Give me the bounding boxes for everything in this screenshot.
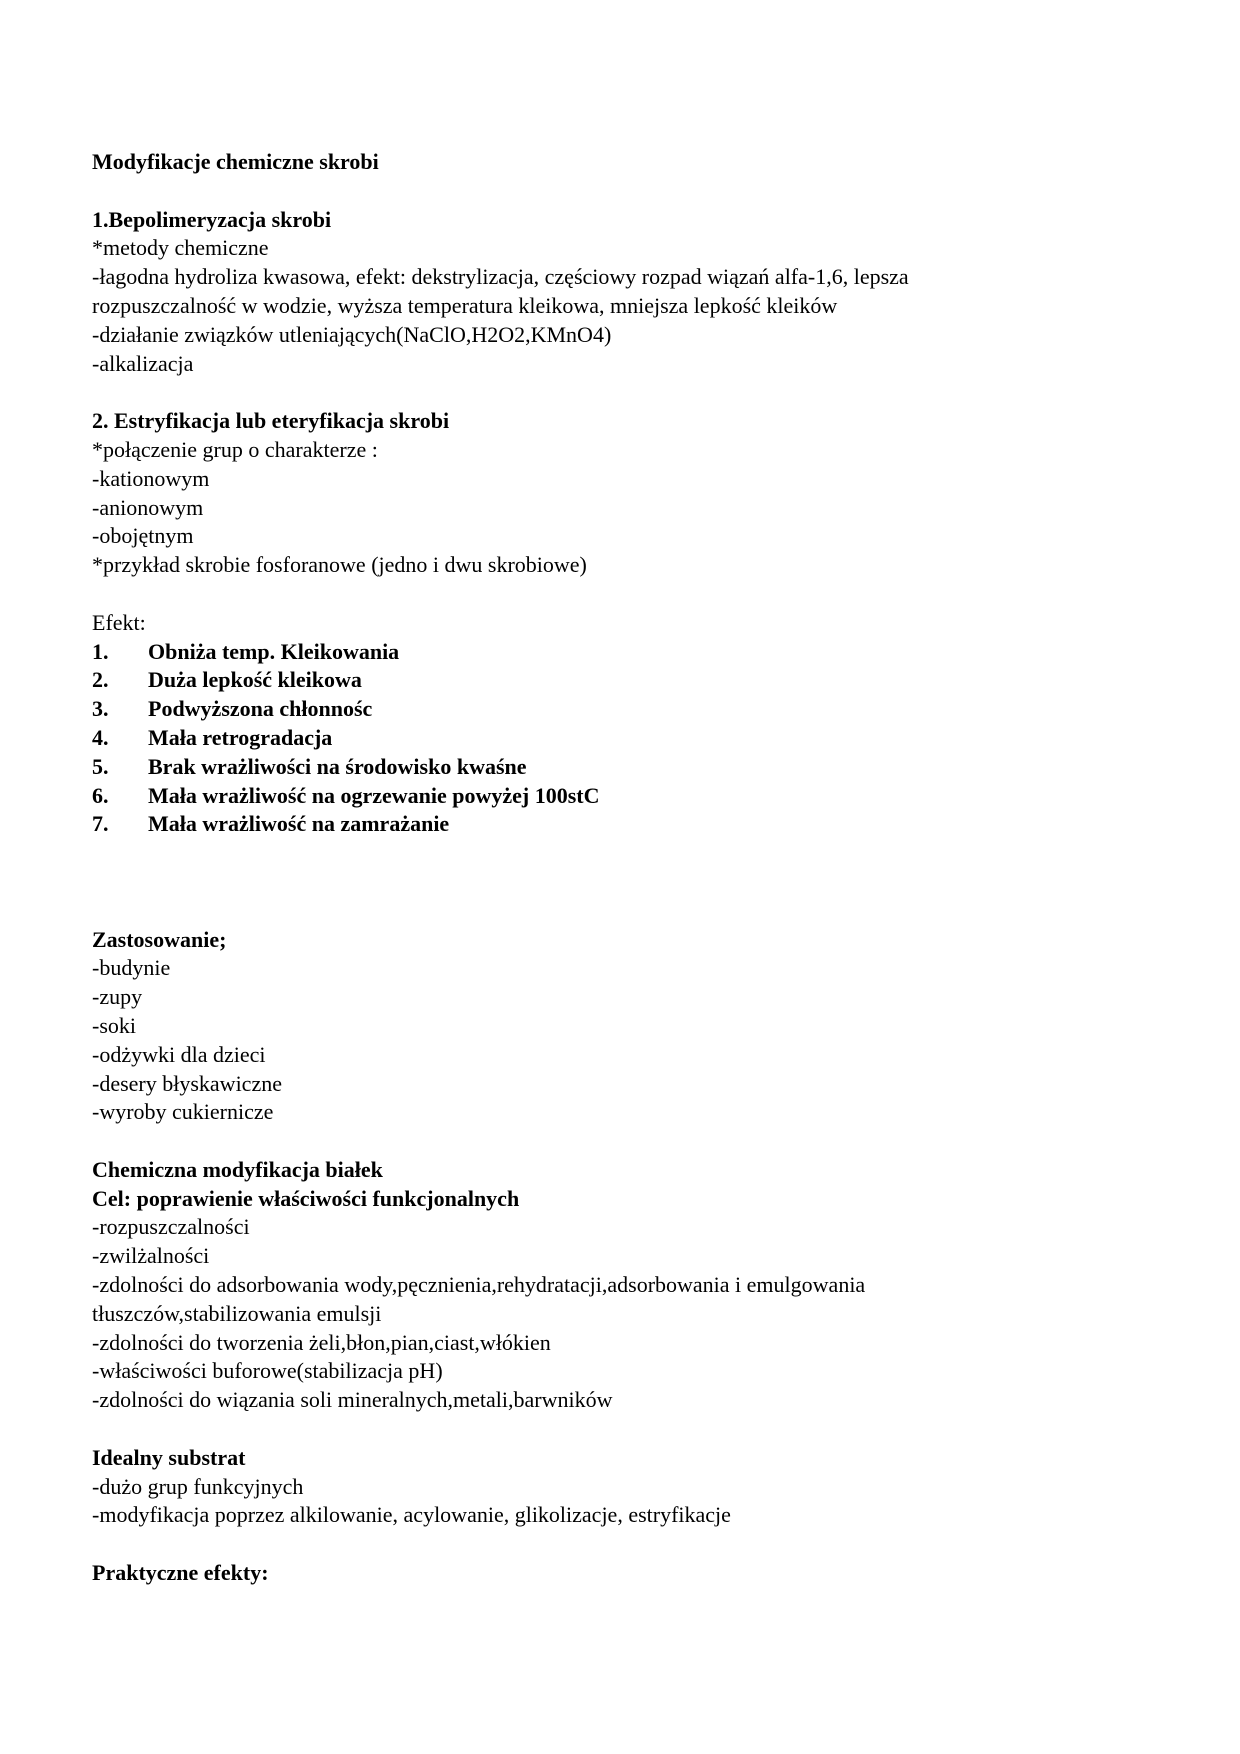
effects-item <box>92 638 1152 667</box>
section2-line: -obojętnym <box>92 523 194 549</box>
section1-line: -łagodna hydroliza kwasowa, efekt: dekstrylizacja, częściowy rozpad wiązań alfa-1,6, lepsza <box>92 264 909 290</box>
usage-line: -desery błyskawiczne <box>92 1070 282 1096</box>
effects-item-number: 1. <box>92 638 109 664</box>
effects-item-text: Mała retrogradacja <box>148 724 333 750</box>
section1-heading: 1.Bepolimeryzacja skrobi <box>92 206 332 232</box>
effects-item-number: 6. <box>92 782 109 808</box>
section1-line: -alkalizacja <box>92 350 194 376</box>
effects-item-text: Mała wrażliwość na zamrażanie <box>148 811 450 837</box>
proteins-line: -zdolności do tworzenia żeli,błon,pian,ciast,włókien <box>92 1329 551 1355</box>
section2-line: *przykład skrobie fosforanowe (jedno i dwu skrobiowe) <box>92 552 587 578</box>
spacer <box>92 839 1152 925</box>
spacer <box>92 1415 1152 1444</box>
practical-heading: Praktyczne efekty: <box>92 1560 269 1586</box>
usage-line: -zupy <box>92 984 143 1010</box>
section1-line: rozpuszczalność w wodzie, wyższa temperatura kleikowa, mniejsza lepkość kleików <box>92 292 838 318</box>
effects-item <box>92 695 1152 724</box>
proteins-heading: Chemiczna modyfikacja białek <box>92 1156 383 1182</box>
usage-heading: Zastosowanie; <box>92 926 227 952</box>
proteins-line: -rozpuszczalności <box>92 1214 250 1240</box>
proteins-line: -właściwości buforowe(stabilizacja pH) <box>92 1358 443 1384</box>
effects-label: Efekt: <box>92 609 146 635</box>
proteins-line: tłuszczów,stabilizowania emulsji <box>92 1300 382 1326</box>
effects-item <box>92 724 1152 753</box>
usage-line: -budynie <box>92 955 171 981</box>
effects-item-text: Podwyższona chłonnośc <box>148 696 373 722</box>
substrate-line: -modyfikacja poprzez alkilowanie, acylowanie, glikolizacje, estryfikacje <box>92 1502 731 1528</box>
spacer <box>92 1127 1152 1156</box>
effects-list <box>92 638 1152 840</box>
effects-item-number: 2. <box>92 667 109 693</box>
proteins-line: -zdolności do adsorbowania wody,pęcznienia,rehydratacji,adsorbowania i emulgowania <box>92 1272 866 1298</box>
spacer <box>92 1530 1152 1559</box>
spacer <box>92 177 1152 206</box>
effects-item-number: 7. <box>92 811 109 837</box>
effects-item-number: 5. <box>92 753 109 779</box>
effects-item-text: Duża lepkość kleikowa <box>148 667 362 693</box>
proteins-subheading: Cel: poprawienie właściwości funkcjonalnych <box>92 1185 520 1211</box>
effects-item <box>92 753 1152 782</box>
section2-line: -kationowym <box>92 465 210 491</box>
effects-item-text: Obniża temp. Kleikowania <box>148 638 400 664</box>
effects-item <box>92 782 1152 811</box>
spacer <box>92 580 1152 609</box>
effects-item <box>92 666 1152 695</box>
proteins-line: -zwilżalności <box>92 1243 210 1269</box>
section2-heading: 2. Estryfikacja lub eteryfikacja skrobi <box>92 408 450 434</box>
usage-line: -odżywki dla dzieci <box>92 1041 266 1067</box>
document-body <box>92 148 1152 1588</box>
spacer <box>92 378 1152 407</box>
effects-item <box>92 810 1152 839</box>
effects-item-text: Mała wrażliwość na ogrzewanie powyżej 100stC <box>148 782 600 808</box>
effects-item-text: Brak wrażliwości na środowisko kwaśne <box>148 753 527 779</box>
document-title: Modyfikacje chemiczne skrobi <box>92 149 379 174</box>
usage-line: -wyroby cukiernicze <box>92 1099 274 1125</box>
section2-line: *połączenie grup o charakterze : <box>92 436 378 462</box>
proteins-line: -zdolności do wiązania soli mineralnych,metali,barwników <box>92 1387 613 1413</box>
section1-line: *metody chemiczne <box>92 235 269 261</box>
section1-line: -działanie związków utleniających(NaClO,H2O2,KMnO4) <box>92 321 612 347</box>
effects-item-number: 3. <box>92 696 109 722</box>
substrate-heading: Idealny substrat <box>92 1444 246 1470</box>
effects-item-number: 4. <box>92 724 109 750</box>
usage-line: -soki <box>92 1012 136 1038</box>
section2-line: -anionowym <box>92 494 204 520</box>
substrate-line: -dużo grup funkcyjnych <box>92 1473 304 1499</box>
